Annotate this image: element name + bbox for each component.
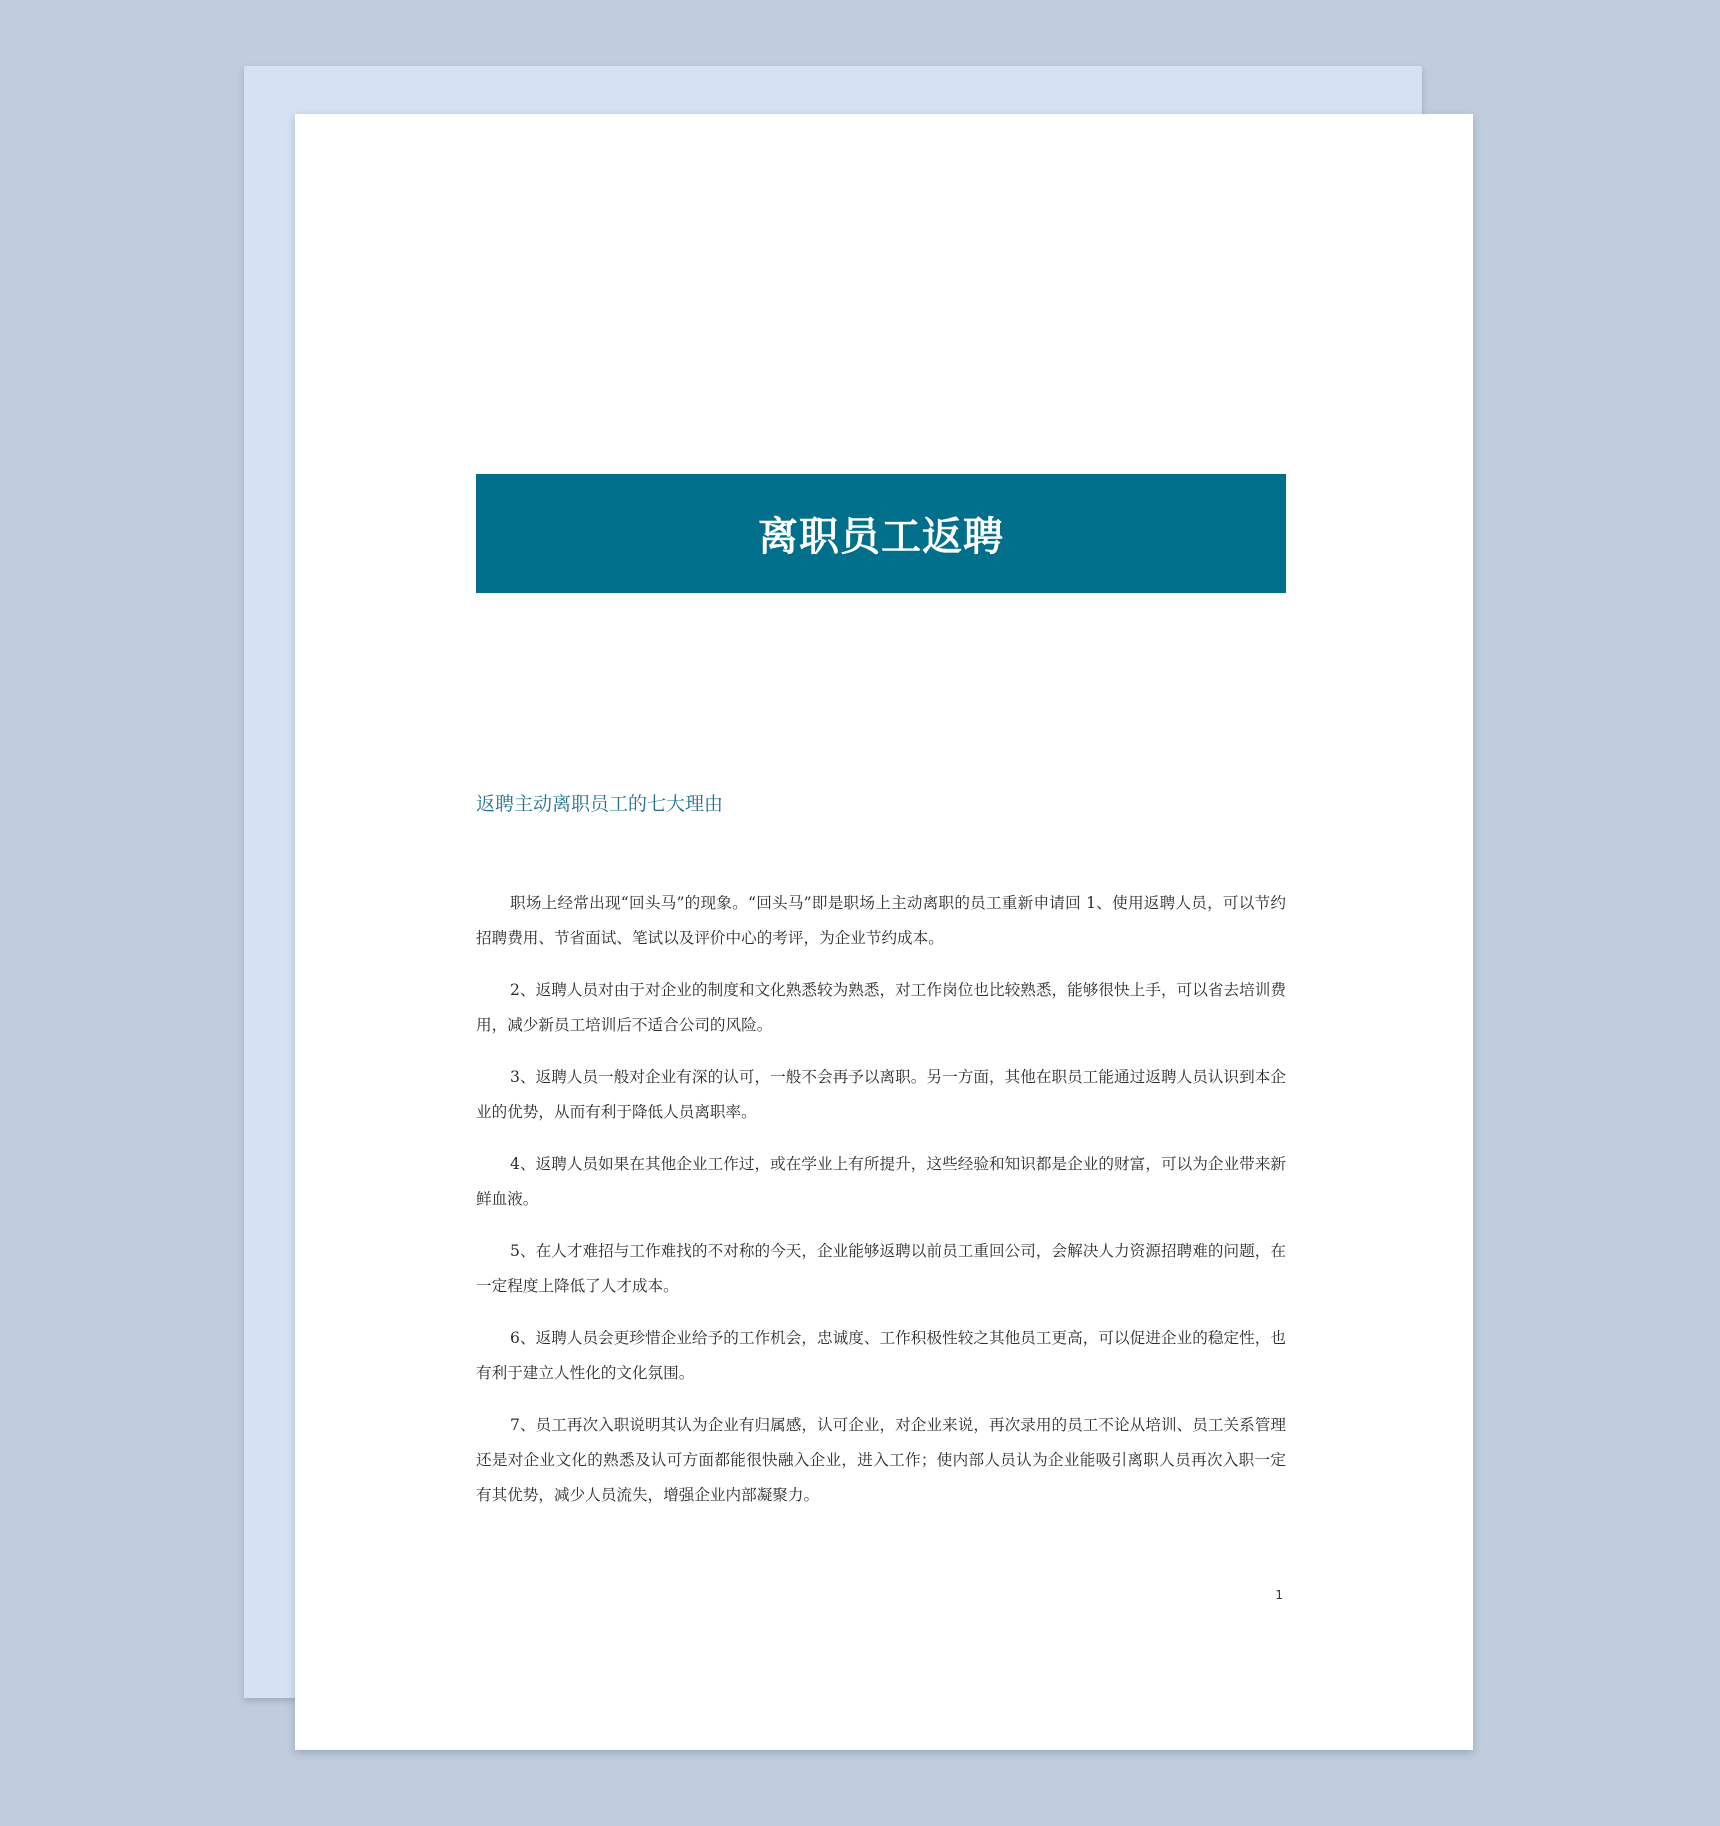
paragraph-2: 2、返聘人员对由于对企业的制度和文化熟悉较为熟悉，对工作岗位也比较熟悉，能够很快上手，可以省去培训费用，减少新员工培训后不适合公司的风险。 [476,981,1286,1034]
paragraph-7: 7、员工再次入职说明其认为企业有归属感，认可企业，对企业来说，再次录用的员工不论从培训、员工关系管理还是对企业文化的熟悉及认可方面都能很快融入企业，进入工作；使内部人员认为企业能吸引离职人员再次入职一定有其优势，减少人员流失，增强企业内部凝聚力。 [476,1416,1286,1504]
paragraph-5: 5、在人才难招与工作难找的不对称的今天，企业能够返聘以前员工重回公司，会解决人力资源招聘难的问题，在一定程度上降低了人才成本。 [476,1242,1286,1295]
paragraph-4: 4、返聘人员如果在其他企业工作过，或在学业上有所提升，这些经验和知识都是企业的财富，可以为企业带来新鲜血液。 [476,1155,1286,1208]
section-heading: 返聘主动离职员工的七大理由 [476,793,724,815]
body-text [476,886,1286,1530]
document-title: 离职员工返聘 [758,514,1004,560]
paragraph-intro: 职场上经常出现“回头马”的现象。“回头马”即是职场上主动离职的员工重新申请回 1、使用返聘人员，可以节约招聘费用、节省面试、笔试以及评价中心的考评，为企业节约成本。 [476,894,1286,947]
title-banner [476,474,1286,593]
paragraph-6: 6、返聘人员会更珍惜企业给予的工作机会，忠诚度、工作积极性较之其他员工更高，可以促进企业的稳定性，也有利于建立人性化的文化氛围。 [476,1329,1286,1382]
paragraph-3: 3、返聘人员一般对企业有深的认可，一般不会再予以离职。另一方面，其他在职员工能通过返聘人员认识到本企业的优势，从而有利于降低人员离职率。 [476,1068,1286,1121]
document-page [295,114,1473,1750]
page-number: 1 [1275,1588,1283,1602]
